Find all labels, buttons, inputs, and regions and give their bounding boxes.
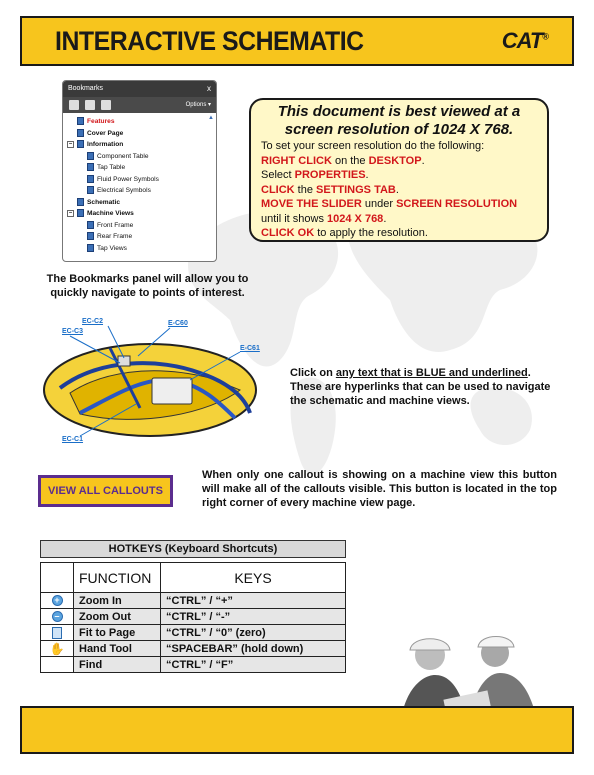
- resolution-intro: To set your screen resolution do the following:: [261, 140, 485, 152]
- scroll-up-icon[interactable]: ▲: [208, 115, 214, 121]
- hyperlink-note: Click on any text that is BLUE and underlined. These are hyperlinks that can be used to navigate the schematic and machine views.: [290, 367, 551, 407]
- bookmark-information[interactable]: – Information: [68, 141, 124, 148]
- bookmark-icon: [87, 186, 94, 194]
- table-row: [41, 657, 346, 673]
- bookmark-icon: [87, 152, 94, 160]
- keys-cell: “CTRL” / “F”: [161, 657, 346, 673]
- resolution-step-5: until it shows 1024 X 768.: [261, 212, 387, 225]
- hotkeys-title: HOTKEYS (Keyboard Shortcuts): [40, 540, 346, 558]
- resolution-step-1: RIGHT CLICK on the DESKTOP.: [261, 154, 425, 167]
- function-cell: Zoom In: [74, 593, 161, 609]
- table-row: [41, 641, 346, 657]
- bookmark-component-table[interactable]: Component Table: [67, 151, 216, 163]
- resolution-step-4: MOVE THE SLIDER under SCREEN RESOLUTION: [261, 198, 518, 210]
- options-menu[interactable]: Options ▾: [185, 102, 211, 108]
- keys-cell: “CTRL” / “0” (zero): [161, 625, 346, 641]
- resolution-callout: [249, 98, 549, 242]
- resolution-step-2: Select PROPERTIES.: [261, 169, 369, 181]
- trash-icon[interactable]: [69, 100, 79, 110]
- keys-cell: “SPACEBAR” (hold down): [161, 641, 346, 657]
- bookmarks-list: [63, 113, 216, 254]
- bookmark-machine-views[interactable]: – Machine Views: [68, 210, 134, 217]
- header-banner: [20, 16, 574, 66]
- close-icon[interactable]: x: [207, 84, 211, 93]
- function-cell: Zoom Out: [74, 609, 161, 625]
- bookmark-icon: [87, 163, 94, 171]
- view-all-callouts-button[interactable]: VIEW ALL CALLOUTS: [38, 475, 173, 507]
- bookmark-tap-views[interactable]: Tap Views: [67, 243, 216, 255]
- bookmark-icon: [77, 129, 84, 137]
- hotkeys-table: [40, 562, 346, 673]
- callout-ec-c1[interactable]: EC-C1: [62, 436, 84, 443]
- bookmark-options-icon[interactable]: [101, 100, 111, 110]
- bookmark-tap-table[interactable]: Tap Table: [67, 162, 216, 174]
- machine-view-graphic: [40, 318, 270, 448]
- bookmark-icon: [77, 198, 84, 206]
- table-row: [41, 609, 346, 625]
- collapse-icon[interactable]: –: [68, 210, 73, 216]
- footer-banner: [20, 706, 574, 754]
- bookmarks-panel: [62, 80, 217, 262]
- bookmark-schematic[interactable]: Schematic: [67, 197, 216, 209]
- fit-page-icon: [52, 627, 62, 639]
- keys-cell: “CTRL” / “+”: [161, 593, 346, 609]
- hotkeys-header-row: [41, 563, 346, 593]
- keys-cell: “CTRL” / “-”: [161, 609, 346, 625]
- bookmark-features[interactable]: Features: [67, 116, 216, 128]
- resolution-title: This document is best viewed at a screen resolution of 1024 X 768.: [277, 103, 521, 138]
- bookmarks-toolbar: [63, 97, 216, 113]
- table-row: [41, 625, 346, 641]
- callout-ec-c3[interactable]: EC-C3: [62, 328, 84, 335]
- bookmark-rear-frame[interactable]: Rear Frame: [67, 231, 216, 243]
- bookmark-icon: [77, 117, 84, 125]
- function-cell: Find: [74, 657, 161, 673]
- callout-e-c61[interactable]: E-C61: [240, 345, 260, 352]
- bookmarks-titlebar: [63, 81, 216, 97]
- callout-e-c60[interactable]: E-C60: [168, 320, 188, 327]
- hand-tool-icon: ✋: [49, 641, 65, 656]
- bookmarks-title: Bookmarks: [68, 85, 104, 92]
- callouts-description: When only one callout is showing on a machine view this button will make all of the callouts visible. This button is located in the top right corner of every machine view page.: [202, 469, 557, 509]
- bookmark-icon: [87, 175, 94, 183]
- bookmarks-caption: The Bookmarks panel will allow you to quickly navigate to points of interest.: [46, 273, 249, 299]
- function-cell: Fit to Page: [74, 625, 161, 641]
- function-cell: Hand Tool: [74, 641, 161, 657]
- bookmark-icon: [87, 221, 94, 229]
- resolution-step-6: CLICK OK to apply the resolution.: [261, 227, 428, 239]
- bookmark-front-frame[interactable]: Front Frame: [67, 220, 216, 232]
- machine-illustration: [40, 318, 270, 448]
- zoom-in-icon: +: [52, 595, 63, 606]
- resolution-step-3: CLICK the SETTINGS TAB.: [261, 183, 399, 196]
- cat-logo: CAT®: [501, 28, 548, 53]
- bookmark-fluid-power-symbols[interactable]: Fluid Power Symbols: [67, 174, 216, 186]
- bookmark-icon: [77, 140, 84, 148]
- icon-column-header: [41, 563, 74, 593]
- table-row: [41, 593, 346, 609]
- new-bookmark-icon[interactable]: [85, 100, 95, 110]
- zoom-out-icon: –: [52, 611, 63, 622]
- bookmark-electrical-symbols[interactable]: Electrical Symbols: [67, 185, 216, 197]
- bookmark-icon: [87, 244, 94, 252]
- bookmark-icon: [87, 232, 94, 240]
- page-title: INTERACTIVE SCHEMATIC: [55, 26, 364, 56]
- function-column-header: FUNCTION: [74, 563, 161, 593]
- bookmark-icon: [77, 209, 84, 217]
- callout-ec-c2[interactable]: EC-C2: [82, 318, 104, 325]
- bookmark-cover-page[interactable]: Cover Page: [67, 128, 216, 140]
- keys-column-header: KEYS: [161, 563, 346, 593]
- collapse-icon[interactable]: –: [68, 141, 73, 147]
